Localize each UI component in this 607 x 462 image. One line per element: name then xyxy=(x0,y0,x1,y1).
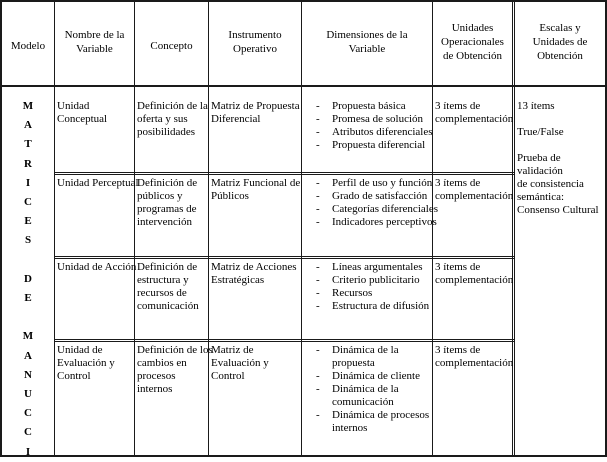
row1-concepto: Definición de la oferta y sus posibilidades xyxy=(137,100,208,138)
list-item: - Grado de satisfacción xyxy=(316,190,438,203)
row4-nombre: Unidad de Evaluación y Control xyxy=(57,344,115,382)
header-nombre: Nombre de la Variable xyxy=(64,29,125,55)
row1-nombre: Unidad Conceptual xyxy=(57,100,108,125)
col-divider xyxy=(514,0,515,457)
header-unidades: Unidades Operacionales de Obtención xyxy=(441,22,504,62)
header-instrumento: Instrumento Operativo xyxy=(228,29,282,55)
row3-dimensiones xyxy=(316,261,429,313)
row2-unidades: 3 ítems de complementación xyxy=(435,177,514,202)
row2-dimensiones xyxy=(316,177,438,229)
model-name-vertical: M A T R I C E S D E M A N U C C I xyxy=(22,100,34,458)
row-divider xyxy=(54,341,515,342)
list-item: - Criterio publicitario xyxy=(316,274,429,287)
row2-nombre: Unidad Perceptual xyxy=(57,177,139,189)
list-item: - Dinámica de procesos internos xyxy=(316,409,429,435)
row-divider xyxy=(54,258,515,259)
row4-concepto: Definición de los cambios en procesos internos xyxy=(137,344,213,395)
row2-concepto: Definición de públicos y programas de intervención xyxy=(137,177,198,228)
list-item: - Dinámica de cliente xyxy=(316,370,429,383)
header-modelo: Modelo xyxy=(10,40,46,52)
row3-nombre: Unidad de Acción xyxy=(57,261,137,273)
row4-dimensiones xyxy=(316,344,429,435)
list-item: - Dinámica de la comunicación xyxy=(316,383,429,409)
row-divider xyxy=(54,174,515,175)
col-divider xyxy=(134,0,135,457)
row4-instrumento: Matriz de Evaluación y Control xyxy=(211,344,269,382)
list-item: - Propuesta básica xyxy=(316,100,433,113)
list-item: - Líneas argumentales xyxy=(316,261,429,274)
col-divider xyxy=(301,0,302,457)
list-item: - Recursos xyxy=(316,287,429,300)
list-item: - Dinámica de la propuesta xyxy=(316,344,429,370)
list-item: - Promesa de solución xyxy=(316,113,433,126)
escalas-cell: 13 ítems True/False Prueba de validación de consistencia semántica: Consenso Cultural xyxy=(517,100,599,216)
list-item: - Categorías diferenciales xyxy=(316,203,438,216)
header-concepto: Concepto xyxy=(150,40,193,52)
col-divider xyxy=(54,0,55,457)
row2-instrumento: Matriz Funcional de Públicos xyxy=(211,177,301,202)
row4-unidades: 3 ítems de complementación xyxy=(435,344,514,369)
row1-instrumento: Matriz de Propuesta Diferencial xyxy=(211,100,300,125)
header-escalas: Escalas y Unidades de Obtención xyxy=(532,22,588,62)
list-item: - Atributos diferenciales xyxy=(316,126,433,139)
row-divider xyxy=(54,339,515,340)
row1-unidades: 3 ítems de complementación xyxy=(435,100,514,125)
list-item: - Indicadores perceptivos xyxy=(316,216,438,229)
list-item: - Estructura de difusión xyxy=(316,300,429,313)
row3-unidades: 3 ítems de complementación xyxy=(435,261,514,286)
header-dimensiones: Dimensiones de la Variable xyxy=(326,29,408,55)
row3-concepto: Definición de estructura y recursos de comunicación xyxy=(137,261,199,312)
row1-dimensiones xyxy=(316,100,433,152)
header-divider xyxy=(0,85,607,87)
row-divider xyxy=(54,172,515,173)
col-divider xyxy=(512,0,513,457)
list-item: - Propuesta diferencial xyxy=(316,139,433,152)
list-item: - Perfil de uso y función xyxy=(316,177,438,190)
row-divider xyxy=(54,256,515,257)
row3-instrumento: Matriz de Acciones Estratégicas xyxy=(211,261,297,286)
